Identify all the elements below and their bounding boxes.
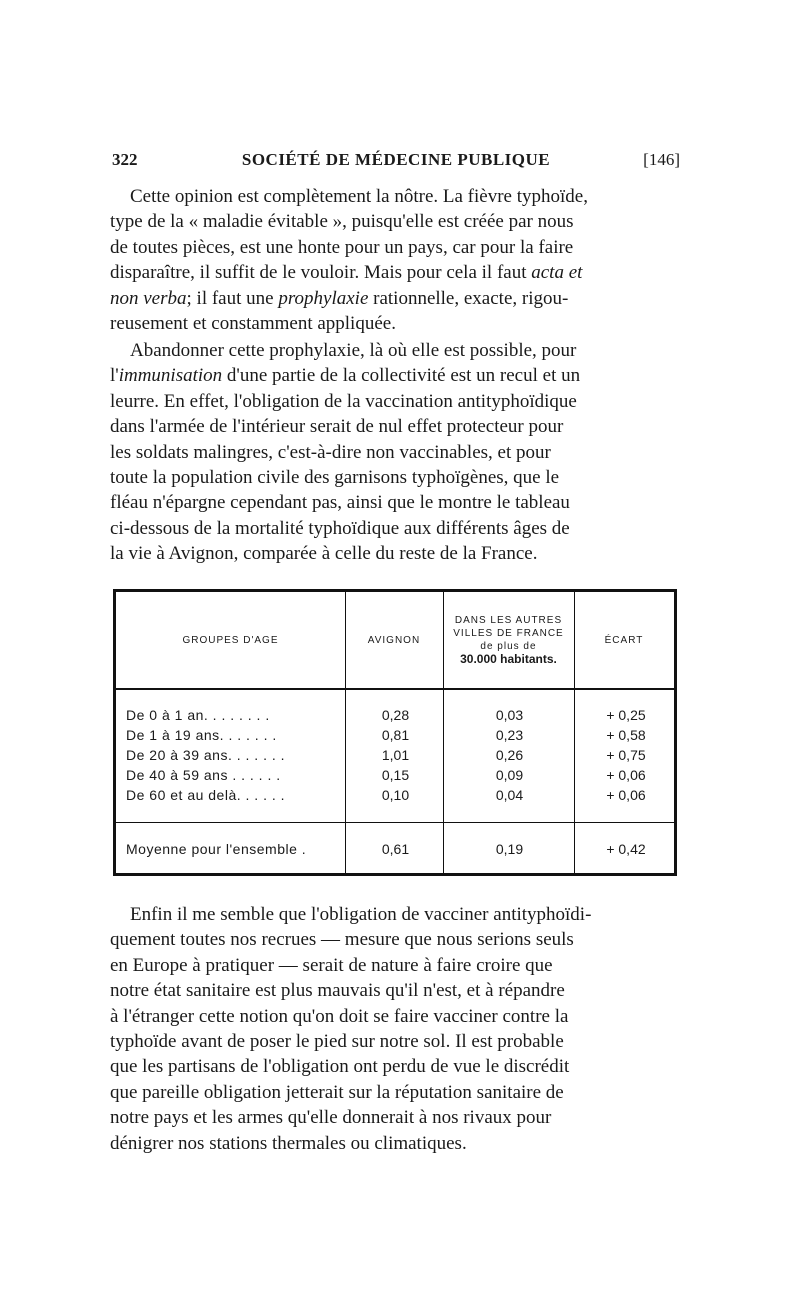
header-line: VILLES DE FRANCE [453,628,564,639]
others-cell: 0,03 [495,707,524,723]
text-line: ci-dessous de la mortalité typhoïdique aux différents âges de [110,517,570,539]
text-line: Enfin il me semble que l'obligation de vacciner antityphoïdi- [130,904,592,925]
text-segment: rationnelle, exacte, rigou- [368,287,569,309]
avignon-cell: 0,81 [381,727,410,743]
page-reference: [146] [643,150,680,169]
paragraph-1 [110,184,680,336]
ecart-cell: + 0,75 [606,747,646,763]
others-cell: 0,09 [495,767,524,783]
header-line: 30.000 habitants. [460,652,557,666]
italic-acta: acta et [531,262,583,284]
text-line: leurre. En effet, l'obligation de la vaccination antityphoïdique [110,390,577,412]
text-line: quement toutes nos recrues — mesure que nous serions seuls [110,929,574,951]
header-groups: GROUPES D'AGE [182,634,279,646]
italic-non-verba: non verba [110,287,187,309]
text-line: notre pays et les armes qu'elle donnerait à nos rivaux pour [110,1107,552,1129]
avignon-cell: 1,01 [381,747,410,763]
table-row [116,787,674,807]
paragraph-3 [110,902,680,1156]
text-line: reusement et constamment appliquée. [110,313,396,335]
text-line [110,363,680,388]
table-row [116,767,674,787]
table-row [116,727,674,747]
header-other-cities [443,592,574,688]
avignon-cell: 0,61 [381,841,410,857]
text-segment: l' [110,365,119,387]
header-line: DANS LES AUTRES [454,615,563,626]
age-group-cell: De 0 à 1 an. . . . . . . . [126,707,270,723]
age-group-cell: De 1 à 19 ans. . . . . . . [126,727,277,743]
text-line: Cette opinion est complètement la nôtre. La fièvre typhoïde, [130,186,588,207]
age-group-cell: De 60 et au delà. . . . . . [126,787,286,803]
ecart-cell: + 0,06 [606,787,646,803]
running-head [112,150,680,176]
text-line: de toutes pièces, est une honte pour un pays, car pour la faire [110,236,574,258]
others-cell: 0,26 [495,747,524,763]
text-line: notre état sanitaire est plus mauvais qu'il n'est, et à répandre [110,980,565,1002]
avignon-cell: 0,15 [381,767,410,783]
others-cell: 0,23 [495,727,524,743]
text-line: dénigrer nos stations thermales ou climatiques. [110,1132,467,1154]
text-segment: ; il faut une [186,287,279,309]
text-line: dans l'armée de l'intérieur serait de nul effet protecteur pour [110,416,564,438]
mortality-table [113,589,677,876]
paragraph-2 [110,338,680,567]
ecart-cell: + 0,25 [606,707,646,723]
total-row [116,841,674,861]
text-segment: disparaître, il suffit de le vouloir. Mais pour cela il faut [110,262,532,284]
text-line: en Europe à pratiquer — serait de nature à faire croire que [110,954,553,976]
header-avignon: AVIGNON [367,634,421,646]
text-line: que pareille obligation jetterait sur la réputation sanitaire de [110,1081,564,1103]
avignon-cell: 0,28 [381,707,410,723]
text-line: à l'étranger cette notion qu'on doit se faire vacciner contre la [110,1005,569,1027]
text-line: typhoïde avant de poser le pied sur notre sol. Il est probable [110,1031,564,1053]
avignon-cell: 0,10 [381,787,410,803]
ecart-cell: + 0,58 [606,727,646,743]
italic-prophylaxie: prophylaxie [278,287,369,309]
total-rule [116,822,674,823]
text-line: toute la population civile des garnisons typhoïgènes, que le [110,467,560,489]
text-line [110,286,680,311]
page-number: 322 [112,150,138,169]
age-group-cell: De 40 à 59 ans . . . . . . [126,767,281,783]
italic-immunisation: immunisation [118,365,223,387]
others-cell: 0,19 [495,841,524,857]
text-line: fléau n'épargne cependant pas, ainsi que le montre le tableau [110,492,570,514]
text-segment: d'une partie de la collectivité est un recul et un [222,365,581,387]
header-rule [116,688,674,690]
header-line: de plus de [480,641,537,652]
header-ecart: ÉCART [604,634,644,646]
total-label-cell: Moyenne pour l'ensemble . [126,841,307,857]
text-line: les soldats malingres, c'est-à-dire non vaccinables, et pour [110,441,551,463]
text-line [110,260,680,285]
text-line: la vie à Avignon, comparée à celle du reste de la France. [110,543,538,565]
text-line: Abandonner cette prophylaxie, là où elle est possible, pour [130,340,577,361]
table-row [116,747,674,767]
age-group-cell: De 20 à 39 ans. . . . . . . [126,747,286,763]
table-row [116,707,674,727]
text-line: que les partisans de l'obligation ont perdu de vue le discrédit [110,1056,570,1078]
ecart-cell: + 0,06 [606,767,646,783]
running-title: SOCIÉTÉ DE MÉDECINE PUBLIQUE [241,150,551,169]
ecart-cell: + 0,42 [606,841,646,857]
text-line: type de la « maladie évitable », puisqu'elle est créée par nous [110,211,574,233]
others-cell: 0,04 [495,787,524,803]
